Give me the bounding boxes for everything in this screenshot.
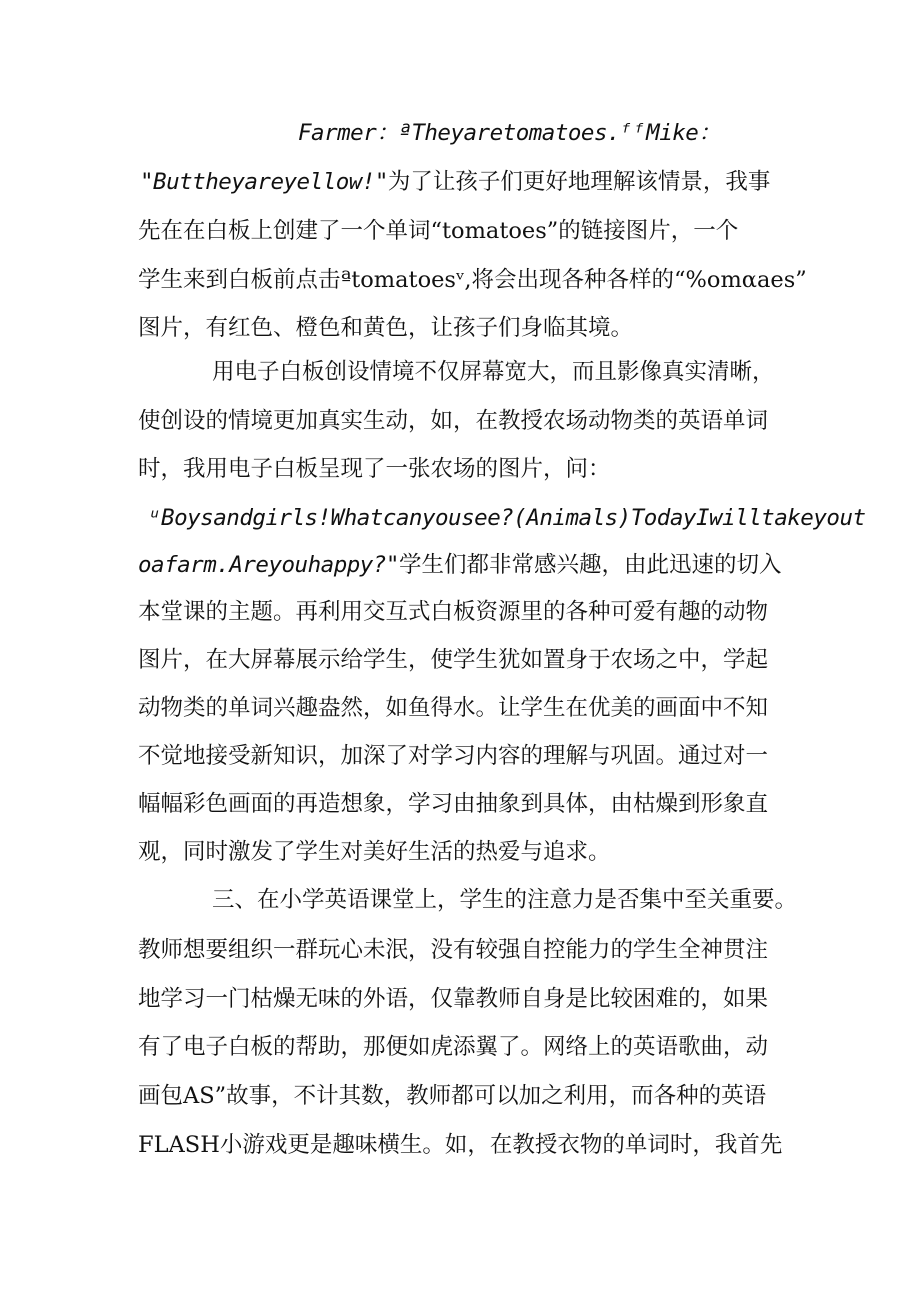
line-10-english: oafarm.Areyouhappy?" [138, 552, 399, 578]
line-18: 教师想要组织一群玩心未泯，没有较强自控能力的学生全神贯注 [138, 937, 769, 963]
line-14: 不觉地接受新知识，加深了对学习内容的理解与巩固。通过对一 [138, 743, 769, 769]
line-13: 动物类的单词兴趣盎然，如鱼得水。让学生在优美的画面中不知 [138, 695, 769, 721]
line-2-chinese: 为了让孩子们更好地理解该情景，我事 [387, 169, 771, 195]
line-20: 有了电子白板的帮助，那便如虎添翼了。网络上的英语歌曲，动 [138, 1034, 769, 1060]
line-6: 用电子白板创设情境不仅屏幕宽大，而且影像真实清晰， [212, 359, 775, 385]
line-1: Farmer：ªTheyaretomatoes.ᶠᶠMike： [298, 120, 721, 146]
line-9: ᵘBoysandgirls!Whatcanyousee?(Animals)TodayIwilltakeyout [148, 505, 866, 531]
line-8: 时，我用电子白板呈现了一张农场的图片，问： [138, 456, 611, 482]
line-15: 幅幅彩色画面的再造想象，学习由抽象到具体，由枯燥到形象直 [138, 791, 769, 817]
line-10-chinese: 学生们都非常感兴趣，由此迅速的切入 [398, 552, 782, 578]
line-2-english: "Buttheyareyellow!" [140, 169, 388, 195]
line-7: 使创设的情境更加真实生动，如，在教授农场动物类的英语单词 [138, 408, 769, 434]
line-12: 图片，在大屏幕展示给学生，使学生犹如置身于农场之中，学起 [138, 647, 769, 673]
line-17: 三、在小学英语课堂上，学生的注意力是否集中至关重要。 [212, 887, 798, 913]
line-22: FLASH小游戏更是趣味横生。如，在教授衣物的单词时，我首先 [138, 1132, 783, 1158]
line-4: 学生来到白板前点击ªtomatoesᵛ,将会出现各种各样的“%omαaes” [138, 267, 807, 293]
line-5: 图片，有红色、橙色和黄色，让孩子们身临其境。 [138, 315, 634, 341]
line-11: 本堂课的主题。再利用交互式白板资源里的各种可爱有趣的动物 [138, 599, 769, 625]
line-10 [138, 549, 781, 581]
line-19: 地学习一门枯燥无味的外语，仅靠教师自身是比较困难的，如果 [138, 986, 769, 1012]
line-2 [140, 166, 770, 198]
line-16: 观，同时激发了学生对美好生活的热爱与追求。 [138, 839, 611, 865]
line-3: 先在在白板上创建了一个单词“tomatoes”的链接图片，一个 [138, 218, 739, 244]
line-21: 画包AS”故事，不计其数，教师都可以加之利用，而各种的英语 [138, 1083, 767, 1109]
